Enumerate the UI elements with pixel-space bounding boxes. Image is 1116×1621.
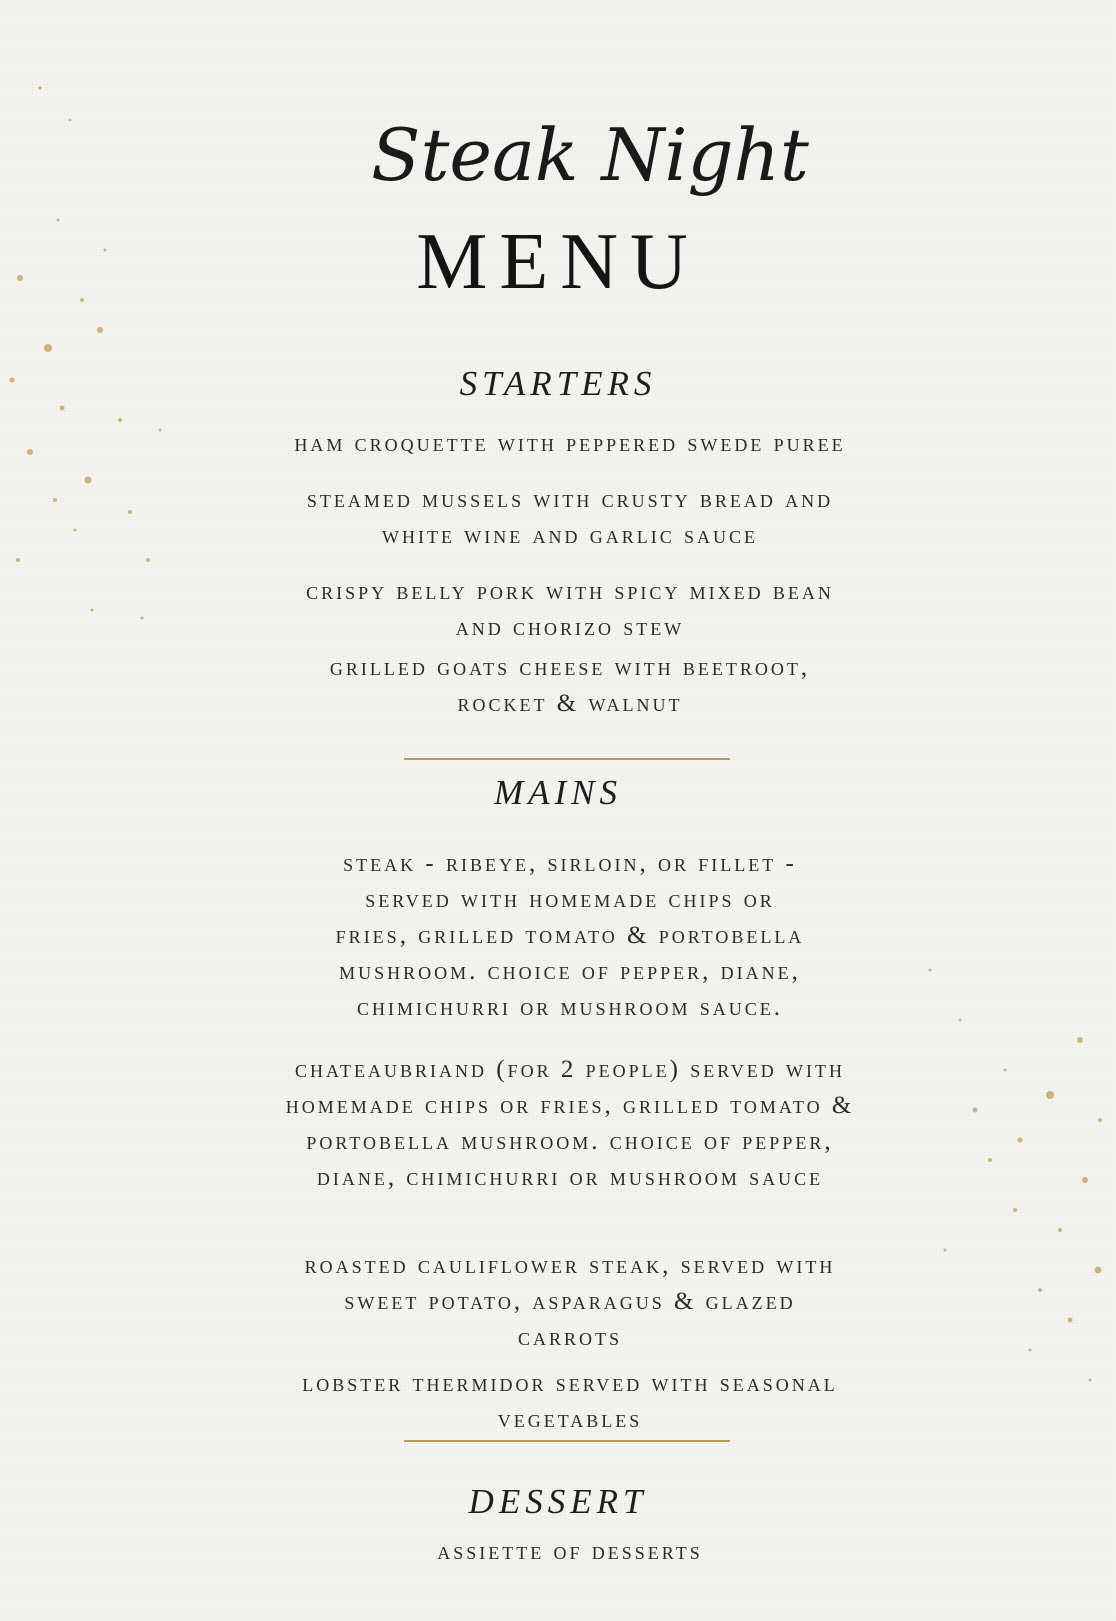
item-line: chimichurri or mushroom sauce. <box>356 994 784 1021</box>
item-line: rocket & walnut <box>457 690 683 717</box>
item-line: mushroom. choice of pepper, diane, <box>339 958 801 985</box>
starters-heading: STARTERS <box>459 364 657 403</box>
item-line: lobster thermidor served with seasonal <box>302 1370 838 1397</box>
item-line: homemade chips or fries, grilled tomato & <box>285 1092 855 1119</box>
starter-item <box>180 574 960 646</box>
item-line: fries, grilled tomato & portobella <box>335 922 805 949</box>
main-item <box>180 1248 960 1356</box>
item-line: carrots <box>517 1324 623 1351</box>
svg-text:Steak Night: Steak Night <box>371 113 809 197</box>
item-line: portobella mushroom. choice of pepper, <box>306 1128 834 1155</box>
item-line: roasted cauliflower steak, served with <box>304 1252 836 1279</box>
item-line: ham croquette with peppered swede puree <box>294 430 846 457</box>
mains-heading: MAINS <box>493 773 623 812</box>
item-line: assiette of desserts <box>437 1538 703 1565</box>
item-line: steamed mussels with crusty bread and <box>306 486 834 513</box>
item-line: vegetables <box>497 1406 643 1433</box>
main-item <box>180 1366 960 1438</box>
main-item <box>180 1052 960 1196</box>
starter-item <box>180 650 960 722</box>
dessert-heading: DESSERT <box>468 1482 648 1521</box>
item-line: and chorizo stew <box>455 614 685 641</box>
item-line: sweet potato, asparagus & glazed <box>344 1288 796 1315</box>
item-line: steak - ribeye, sirloin, or fillet - <box>343 850 797 877</box>
section-divider <box>404 1440 730 1442</box>
item-line: diane, chimichurri or mushroom sauce <box>316 1164 824 1191</box>
dessert-item <box>180 1534 960 1570</box>
item-line: crispy belly pork with spicy mixed bean <box>306 578 834 605</box>
starter-item <box>180 426 960 462</box>
menu-title: MENU <box>416 218 700 306</box>
item-line: served with homemade chips or <box>365 886 775 913</box>
main-item <box>180 846 960 1026</box>
section-divider <box>404 758 730 760</box>
starter-item <box>180 482 960 554</box>
item-line: chateaubriand (for 2 people) served with <box>295 1056 845 1083</box>
script-title-steak-night <box>320 80 860 240</box>
item-line: grilled goats cheese with beetroot, <box>329 654 811 681</box>
item-line: white wine and garlic sauce <box>382 522 758 549</box>
